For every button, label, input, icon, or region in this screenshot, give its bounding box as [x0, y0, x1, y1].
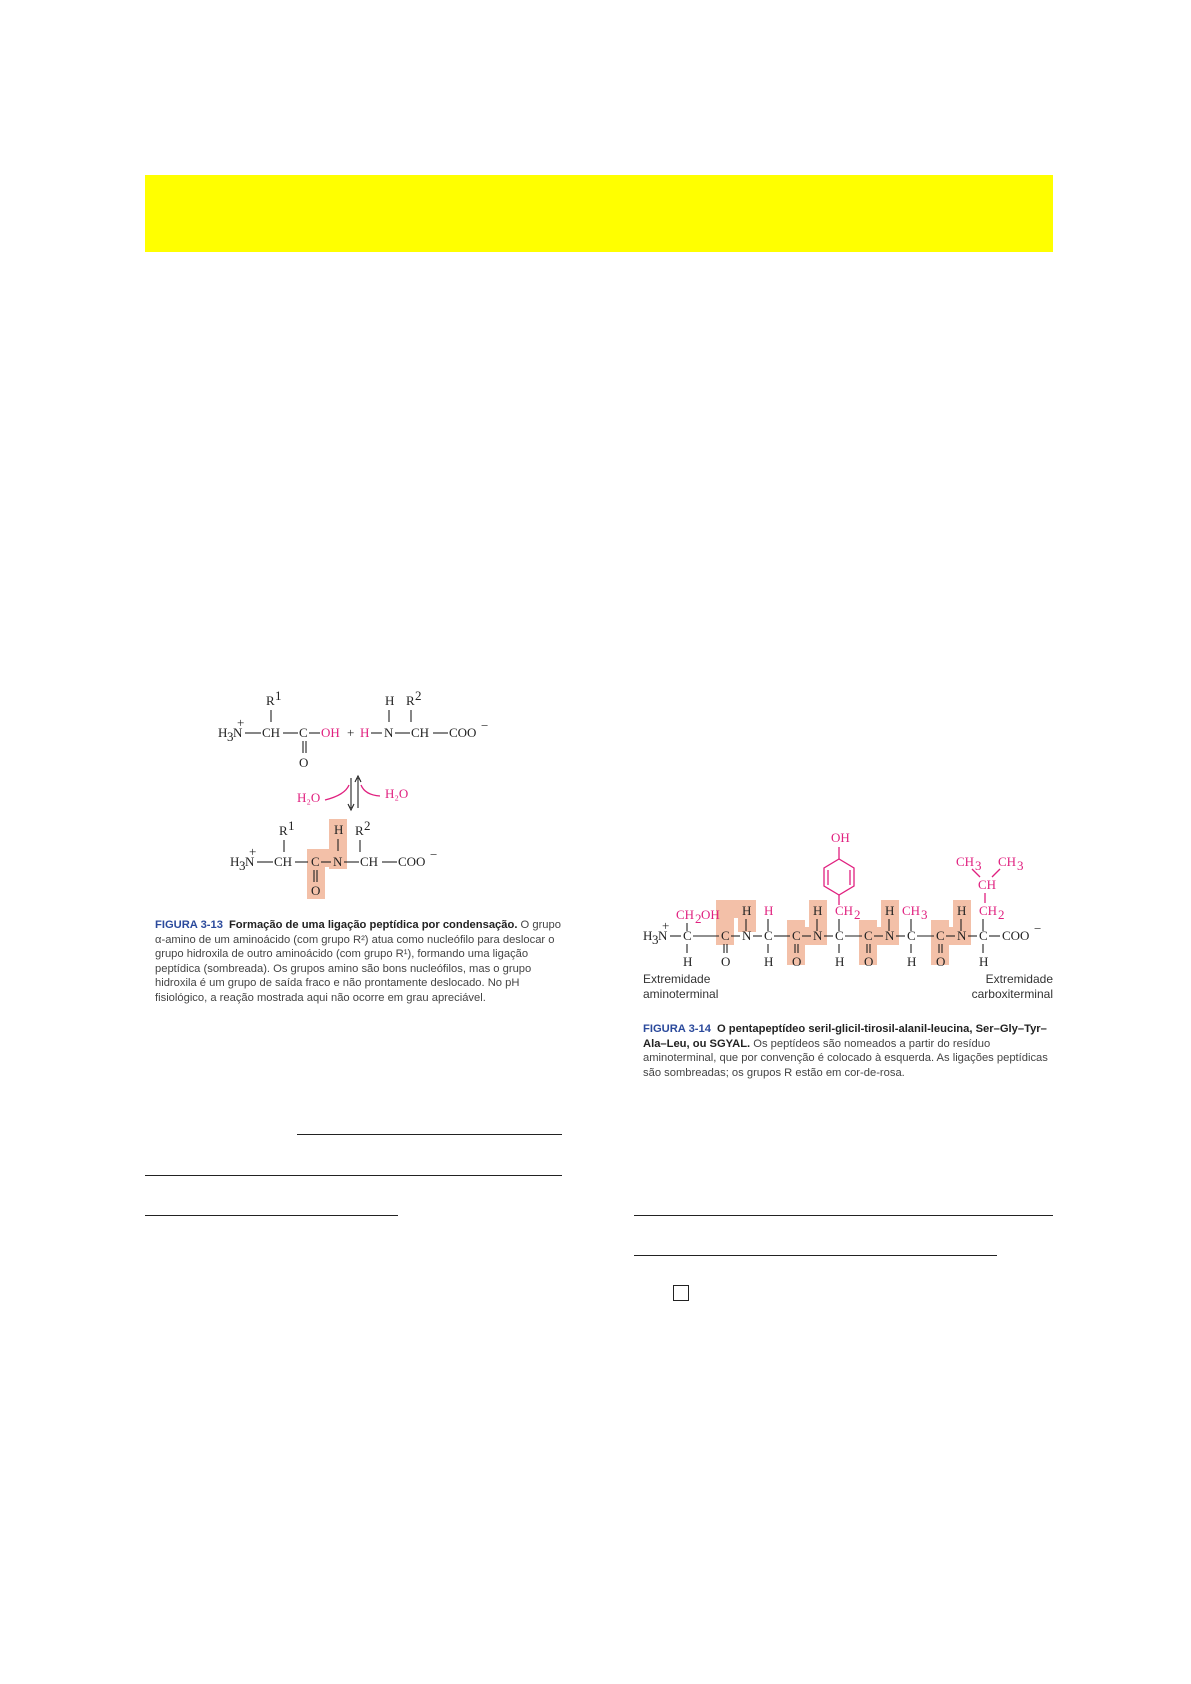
- svg-text:C: C: [907, 928, 916, 943]
- svg-text:3: 3: [227, 729, 234, 744]
- svg-text:2: 2: [364, 818, 371, 833]
- svg-text:−: −: [430, 847, 438, 862]
- svg-text:+: +: [347, 725, 355, 740]
- svg-text:O: O: [792, 954, 802, 969]
- aminoterminal-line-2: aminoterminal: [643, 987, 719, 1001]
- figure-3-13-caption: [155, 918, 565, 1006]
- svg-text:3: 3: [1017, 858, 1024, 873]
- svg-text:C: C: [764, 928, 773, 943]
- svg-text:CH: CH: [998, 854, 1017, 869]
- svg-text:R: R: [355, 823, 364, 838]
- svg-text:3: 3: [652, 932, 659, 947]
- svg-text:O: O: [936, 954, 946, 969]
- svg-text:H: H: [979, 954, 989, 969]
- answer-line[interactable]: [634, 1215, 1053, 1216]
- figure-3-13-text: O grupo α-amino de um aminoácido (com grupo R²) atua como nucleófilo para deslocar o grupo hidroxila de outro aminoácido (com grupo R¹), formando uma ligação peptídica (sombreada). Os grupos amino são bons nucleófilos, mas o grupo hidroxila é um grupo de saída fraco e não prontamente deslocado. No pH fisiológico, a reação mostrada aqui não ocorre em grau apreciável.: [155, 919, 561, 1004]
- answer-line[interactable]: [297, 1134, 562, 1135]
- water-right: H₂O: [385, 786, 409, 801]
- svg-text:C: C: [979, 928, 988, 943]
- svg-text:H: H: [334, 822, 344, 837]
- carboxiterminal-label: [960, 972, 1053, 1002]
- svg-text:C: C: [683, 928, 692, 943]
- figure-3-14-text: Os peptídeos são nomeados a partir do resíduo aminoterminal, que por convenção é colocado à esquerda. As ligações peptídicas são sombreadas; os grupos R estão em cor-de-rosa.: [643, 1037, 1048, 1079]
- svg-text:O: O: [311, 883, 321, 898]
- carboxiterminal-line-2: carboxiterminal: [971, 987, 1053, 1001]
- svg-text:R: R: [279, 823, 288, 838]
- svg-text:H: H: [218, 725, 228, 740]
- svg-text:N: N: [245, 854, 255, 869]
- svg-text:OH: OH: [831, 830, 850, 845]
- svg-text:+: +: [249, 844, 257, 859]
- svg-text:H: H: [385, 693, 395, 708]
- svg-text:3: 3: [239, 858, 246, 873]
- svg-text:H: H: [907, 954, 917, 969]
- figure-3-14-title: O pentapeptídeo seril-glicil-tirosil-alanil-leucina, Ser–Gly–Tyr–Ala–Leu, ou SGYAL.: [643, 1023, 1047, 1050]
- svg-text:−: −: [481, 718, 489, 733]
- svg-text:H: H: [643, 928, 653, 943]
- highlighted-title-banner: [145, 175, 1053, 252]
- svg-text:C: C: [936, 928, 945, 943]
- svg-text:C: C: [299, 725, 308, 740]
- svg-text:H: H: [683, 954, 693, 969]
- svg-text:C: C: [792, 928, 801, 943]
- svg-text:3: 3: [921, 907, 928, 922]
- svg-text:CH: CH: [902, 903, 921, 918]
- svg-text:COO: COO: [1002, 928, 1030, 943]
- svg-text:CH: CH: [360, 854, 379, 869]
- svg-text:N: N: [742, 928, 752, 943]
- pentapeptide-structure-diagram: [640, 815, 1060, 970]
- figure-3-13-label: FIGURA 3-13: [155, 919, 223, 931]
- svg-text:COO: COO: [449, 725, 477, 740]
- svg-text:OH: OH: [701, 907, 720, 922]
- svg-text:C: C: [721, 928, 730, 943]
- svg-text:CH: CH: [956, 854, 975, 869]
- svg-text:C: C: [835, 928, 844, 943]
- svg-text:+: +: [237, 715, 245, 730]
- answer-line[interactable]: [634, 1255, 997, 1256]
- svg-text:OH: OH: [321, 725, 340, 740]
- svg-text:C: C: [864, 928, 873, 943]
- svg-text:−: −: [1034, 921, 1042, 936]
- answer-line[interactable]: [145, 1215, 398, 1216]
- answer-checkbox[interactable]: [673, 1285, 689, 1301]
- svg-text:CH: CH: [676, 907, 695, 922]
- svg-text:H: H: [957, 903, 967, 918]
- svg-text:N: N: [333, 854, 343, 869]
- svg-text:CH: CH: [835, 903, 854, 918]
- svg-text:R: R: [406, 693, 415, 708]
- svg-text:H: H: [360, 725, 370, 740]
- svg-text:O: O: [299, 755, 309, 770]
- svg-text:3: 3: [975, 858, 982, 873]
- svg-text:H: H: [885, 903, 895, 918]
- svg-text:H: H: [230, 854, 240, 869]
- svg-text:CH: CH: [978, 877, 997, 892]
- svg-text:1: 1: [288, 818, 295, 833]
- svg-text:N: N: [957, 928, 967, 943]
- svg-text:N: N: [384, 725, 394, 740]
- svg-text:N: N: [233, 725, 243, 740]
- figure-3-13-title: Formação de uma ligação peptídica por condensação.: [228, 919, 518, 931]
- svg-text:2: 2: [998, 907, 1005, 922]
- svg-text:2: 2: [695, 911, 702, 926]
- aminoterminal-label: [643, 972, 718, 1002]
- svg-text:R: R: [266, 693, 275, 708]
- svg-text:1: 1: [275, 690, 282, 703]
- svg-text:CH: CH: [979, 903, 998, 918]
- svg-text:COO: COO: [398, 854, 426, 869]
- figure-3-14-label: FIGURA 3-14: [643, 1023, 711, 1035]
- svg-text:N: N: [813, 928, 823, 943]
- svg-text:H: H: [742, 903, 752, 918]
- svg-text:C: C: [311, 854, 320, 869]
- svg-text:CH: CH: [262, 725, 281, 740]
- svg-text:H: H: [813, 903, 823, 918]
- svg-text:O: O: [864, 954, 874, 969]
- svg-text:N: N: [658, 928, 668, 943]
- svg-text:CH: CH: [411, 725, 430, 740]
- aminoterminal-line-1: Extremidade: [643, 972, 711, 986]
- svg-text:H: H: [835, 954, 845, 969]
- svg-text:2: 2: [854, 907, 861, 922]
- svg-text:2: 2: [415, 690, 422, 703]
- svg-text:N: N: [885, 928, 895, 943]
- water-left: H₂O: [297, 790, 321, 805]
- svg-text:H: H: [764, 903, 774, 918]
- peptide-bond-formation-diagram: [205, 690, 565, 910]
- svg-text:CH: CH: [274, 854, 293, 869]
- figure-3-14-caption: [643, 1022, 1053, 1080]
- svg-text:+: +: [662, 918, 670, 933]
- svg-text:H: H: [764, 954, 774, 969]
- carboxiterminal-line-1: Extremidade: [985, 972, 1053, 986]
- svg-text:O: O: [721, 954, 731, 969]
- answer-line[interactable]: [145, 1175, 562, 1176]
